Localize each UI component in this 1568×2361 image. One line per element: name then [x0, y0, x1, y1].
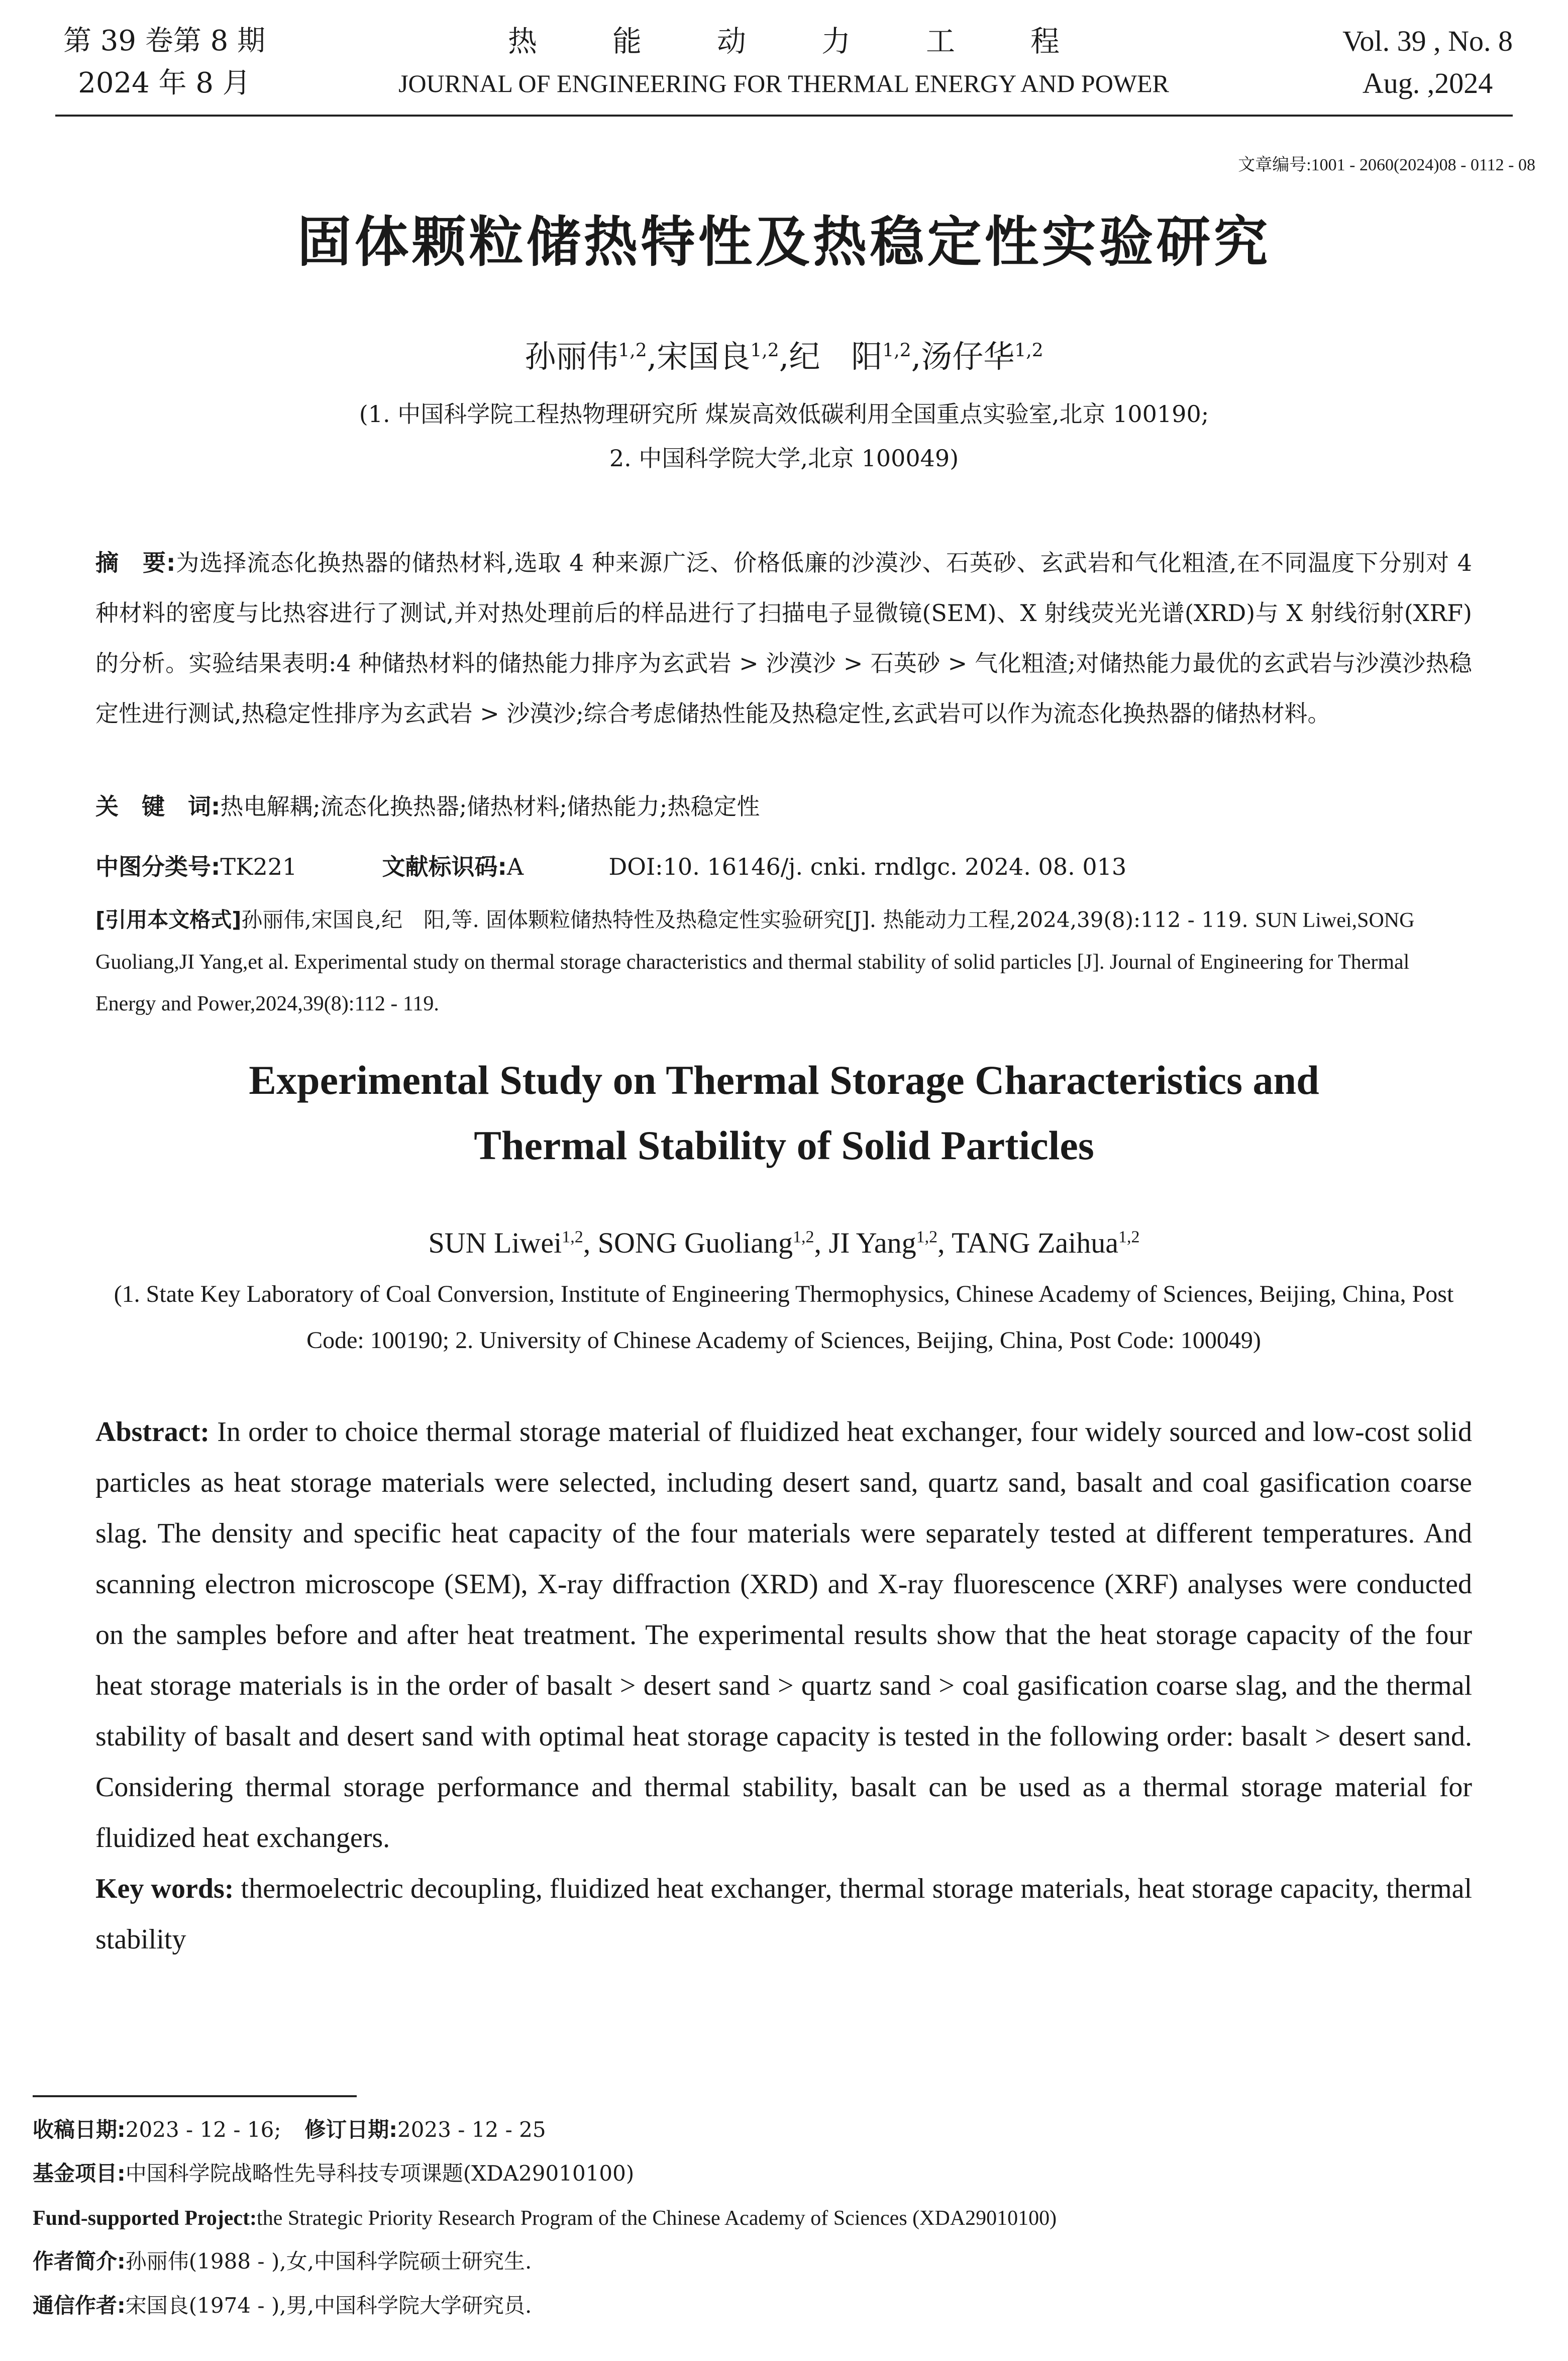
footnote-author [33, 2246, 1540, 2277]
title-en [0, 1048, 1568, 1178]
title-en-line: Experimental Study on Thermal Storage Characteristics and [249, 1057, 1319, 1103]
journal-name-en: JOURNAL OF ENGINEERING FOR THERMAL ENERGY AND POWER [398, 69, 1169, 97]
affiliation-cn-line: (1. 中国科学院工程热物理研究所 煤炭高效低碳利用全国重点实验室,北京 100190; [359, 400, 1209, 428]
author-name: 汤仔华 [921, 338, 1015, 375]
footnote-dates [33, 2114, 1540, 2145]
clc-label: 中图分类号: [95, 853, 221, 880]
doc-code-label: 文献标识码: [382, 853, 507, 880]
article-number: 文章编号:1001 - 2060(2024)08 - 0112 - 08 [1238, 156, 1535, 174]
journal-name-cn: 热能动力工程 [507, 24, 1135, 58]
received-label: 收稿日期: [33, 2117, 126, 2142]
author-affil-sup: 1,2 [562, 1227, 583, 1247]
abstract-cn [95, 538, 1472, 739]
issue-date-cn: 2024 年 8 月 [78, 67, 251, 99]
classification-line [95, 842, 1472, 892]
keywords-en-text: thermoelectric decoupling, fluidized heat exchanger, thermal storage materials, heat storage capacity, thermal stability [95, 1873, 1473, 1955]
author-affil-sup: 1,2 [793, 1227, 814, 1247]
revised-label: 修订日期: [304, 2117, 398, 2142]
citation-cn: 孙丽伟,宋国良,纪 阳,等. 固体颗粒储热特性及热稳定性实验研究[J]. 热能动力工程,2024,39(8):112 - 119. [241, 907, 1248, 932]
author-affil-sup: 1,2 [750, 340, 779, 361]
author-affil-sup: 1,2 [882, 340, 911, 361]
author-affil-sup: 1,2 [916, 1227, 938, 1247]
revised-date: 2023 - 12 - 25 [397, 2117, 546, 2142]
author-affil-sup: 1,2 [1118, 1227, 1140, 1247]
footnote-fund [33, 2158, 1540, 2189]
doi: DOI:10. 16146/j. cnki. rndlgc. 2024. 08. 013 [608, 853, 1127, 880]
abstract-en-text: In order to choice thermal storage material of fluidized heat exchanger, four widely sourced and low-cost solid particles as heat storage materials were selected, including desert sand, quartz sand, basalt and coal gasification coarse slag. The density and specific heat capacity of the four materials were separately tested at different temperatures. And scanning electron microscope (SEM), X-ray diffraction (XRD) and X-ray fluorescence (XRF) analyses were conducted on the samples before and after heat treatment. The experimental results show that the heat storage capacity of the four heat storage materials is in the order of basalt > desert sand > quartz sand > coal gasification coarse slag, and the thermal stability of basalt and desert sand with optimal heat storage capacity is tested in the following order: basalt > desert sand. Considering thermal storage performance and thermal stability, basalt can be used as a thermal storage material for fluidized heat exchangers. [95, 1416, 1472, 1854]
affiliation-cn [0, 392, 1568, 480]
keywords-en-paragraph [95, 1864, 1472, 1965]
keywords-en-label: Key words: [95, 1873, 234, 1904]
title-en-line: Thermal Stability of Solid Particles [474, 1122, 1094, 1168]
author-name: 孙丽伟 [525, 338, 618, 375]
issue-date-en: Aug. ,2024 [1362, 67, 1493, 99]
abstract-en-label: Abstract: [95, 1416, 210, 1448]
abstract-cn-text: 为选择流态化换热器的储热材料,选取 4 种来源广泛、价格低廉的沙漠沙、石英砂、玄武岩和气化粗渣,在不同温度下分别对 4 种材料的密度与比热容进行了测试,并对热处理前后的样品进行了扫描电子显微镜(SEM)、X 射线荧光光谱(XRD)与 X 射线衍射(XRF)的分析。实验结果表明:4 种储热材料的储热能力排序为玄武岩 > 沙漠沙 > 石英砂 > 气化粗渣;对储热能力最优的玄武岩与沙漠沙热稳定性进行测试,热稳定性排序为玄武岩 > 沙漠沙;综合考虑储热性能及热稳定性,玄武岩可以作为流态化换热器的储热材料。 [95, 549, 1472, 727]
author-name: 纪 阳 [789, 338, 883, 375]
fund-label: 基金项目: [33, 2161, 126, 2186]
abstract-en [95, 1407, 1472, 1965]
doc-code-value: A [506, 853, 524, 880]
corresponding-text: 宋国良(1974 - ),男,中国科学院大学研究员. [125, 2293, 532, 2318]
abstract-en-paragraph [95, 1407, 1472, 1864]
author-affil-sup: 1,2 [618, 340, 647, 361]
fund-en-label: Fund-supported Project: [33, 2207, 257, 2230]
author-bio-text: 孙丽伟(1988 - ),女,中国科学院硕士研究生. [125, 2249, 532, 2274]
issue-volume-en: Vol. 39 , No. 8 [1342, 25, 1513, 57]
journal-masthead [352, 20, 1216, 105]
authors-cn: 孙丽伟$^{1,2}$,宋国良$^{1,2}$,纪 阳$^{1,2}$,汤仔华$^{1,2}$ [525, 338, 1043, 375]
fund-text: 中国科学院战略性先导科技专项课题(XDA29010100) [125, 2161, 635, 2186]
title-cn: 固体颗粒储热特性及热稳定性实验研究 [297, 211, 1271, 274]
author-name: 宋国良 [657, 338, 751, 375]
received-date: 2023 - 12 - 16; [125, 2117, 281, 2142]
author-bio-label: 作者简介: [33, 2249, 126, 2274]
issue-volume-cn: 第 39 卷第 8 期 [63, 25, 266, 57]
footnote-divider [33, 2095, 357, 2097]
corresponding-label: 通信作者: [33, 2293, 126, 2318]
author-affil-sup: 1,2 [1014, 340, 1043, 361]
clc-value: TK221 [220, 853, 297, 880]
authors-en: SUN Liwei$^{1,2}$, SONG Guoliang$^{1,2}$, JI Yang$^{1,2}$, TANG Zaihua$^{1,2}$ [428, 1226, 1140, 1259]
footnote-fund-en [33, 2202, 1540, 2234]
keywords-cn [95, 781, 1472, 832]
fund-en-text: the Strategic Priority Research Program of the Chinese Academy of Sciences (XDA29010100) [257, 2207, 1057, 2230]
affiliation-en: (1. State Key Laboratory of Coal Conversion, Institute of Engineering Thermophysics, Chinese Academy of Sciences, Beijing, China, Post Code: 100190; 2. University of Chinese Academy of Sciences, Beijing, China, Post Code: 100049) [114, 1281, 1454, 1354]
affiliation-cn-line: 2. 中国科学院大学,北京 100049) [609, 445, 959, 472]
author-name: SUN Liwei [428, 1226, 562, 1259]
author-name: SONG Guoliang [597, 1226, 793, 1259]
keywords-cn-text: 热电解耦;流态化换热器;储热材料;储热能力;热稳定性 [220, 793, 760, 820]
header-left [56, 20, 272, 105]
citation-format [95, 899, 1472, 1024]
author-name: JI Yang [828, 1226, 916, 1259]
header-right [1342, 20, 1513, 105]
citation-label: [引用本文格式] [95, 907, 242, 932]
footnote-corresponding [33, 2290, 1540, 2321]
header-divider [55, 115, 1513, 117]
keywords-cn-label: 关 键 词: [95, 793, 221, 820]
citation-en: SUN Liwei,SONG Guoliang,JI Yang,et al. Experimental study on thermal storage characteristics and thermal stability of solid particles [J]. Journal of Engineering for Thermal Energy and Power,2024,39(8):112 - 119. [95, 909, 1415, 1015]
author-name: TANG Zaihua [952, 1226, 1119, 1259]
abstract-cn-label: 摘 要: [95, 549, 176, 576]
